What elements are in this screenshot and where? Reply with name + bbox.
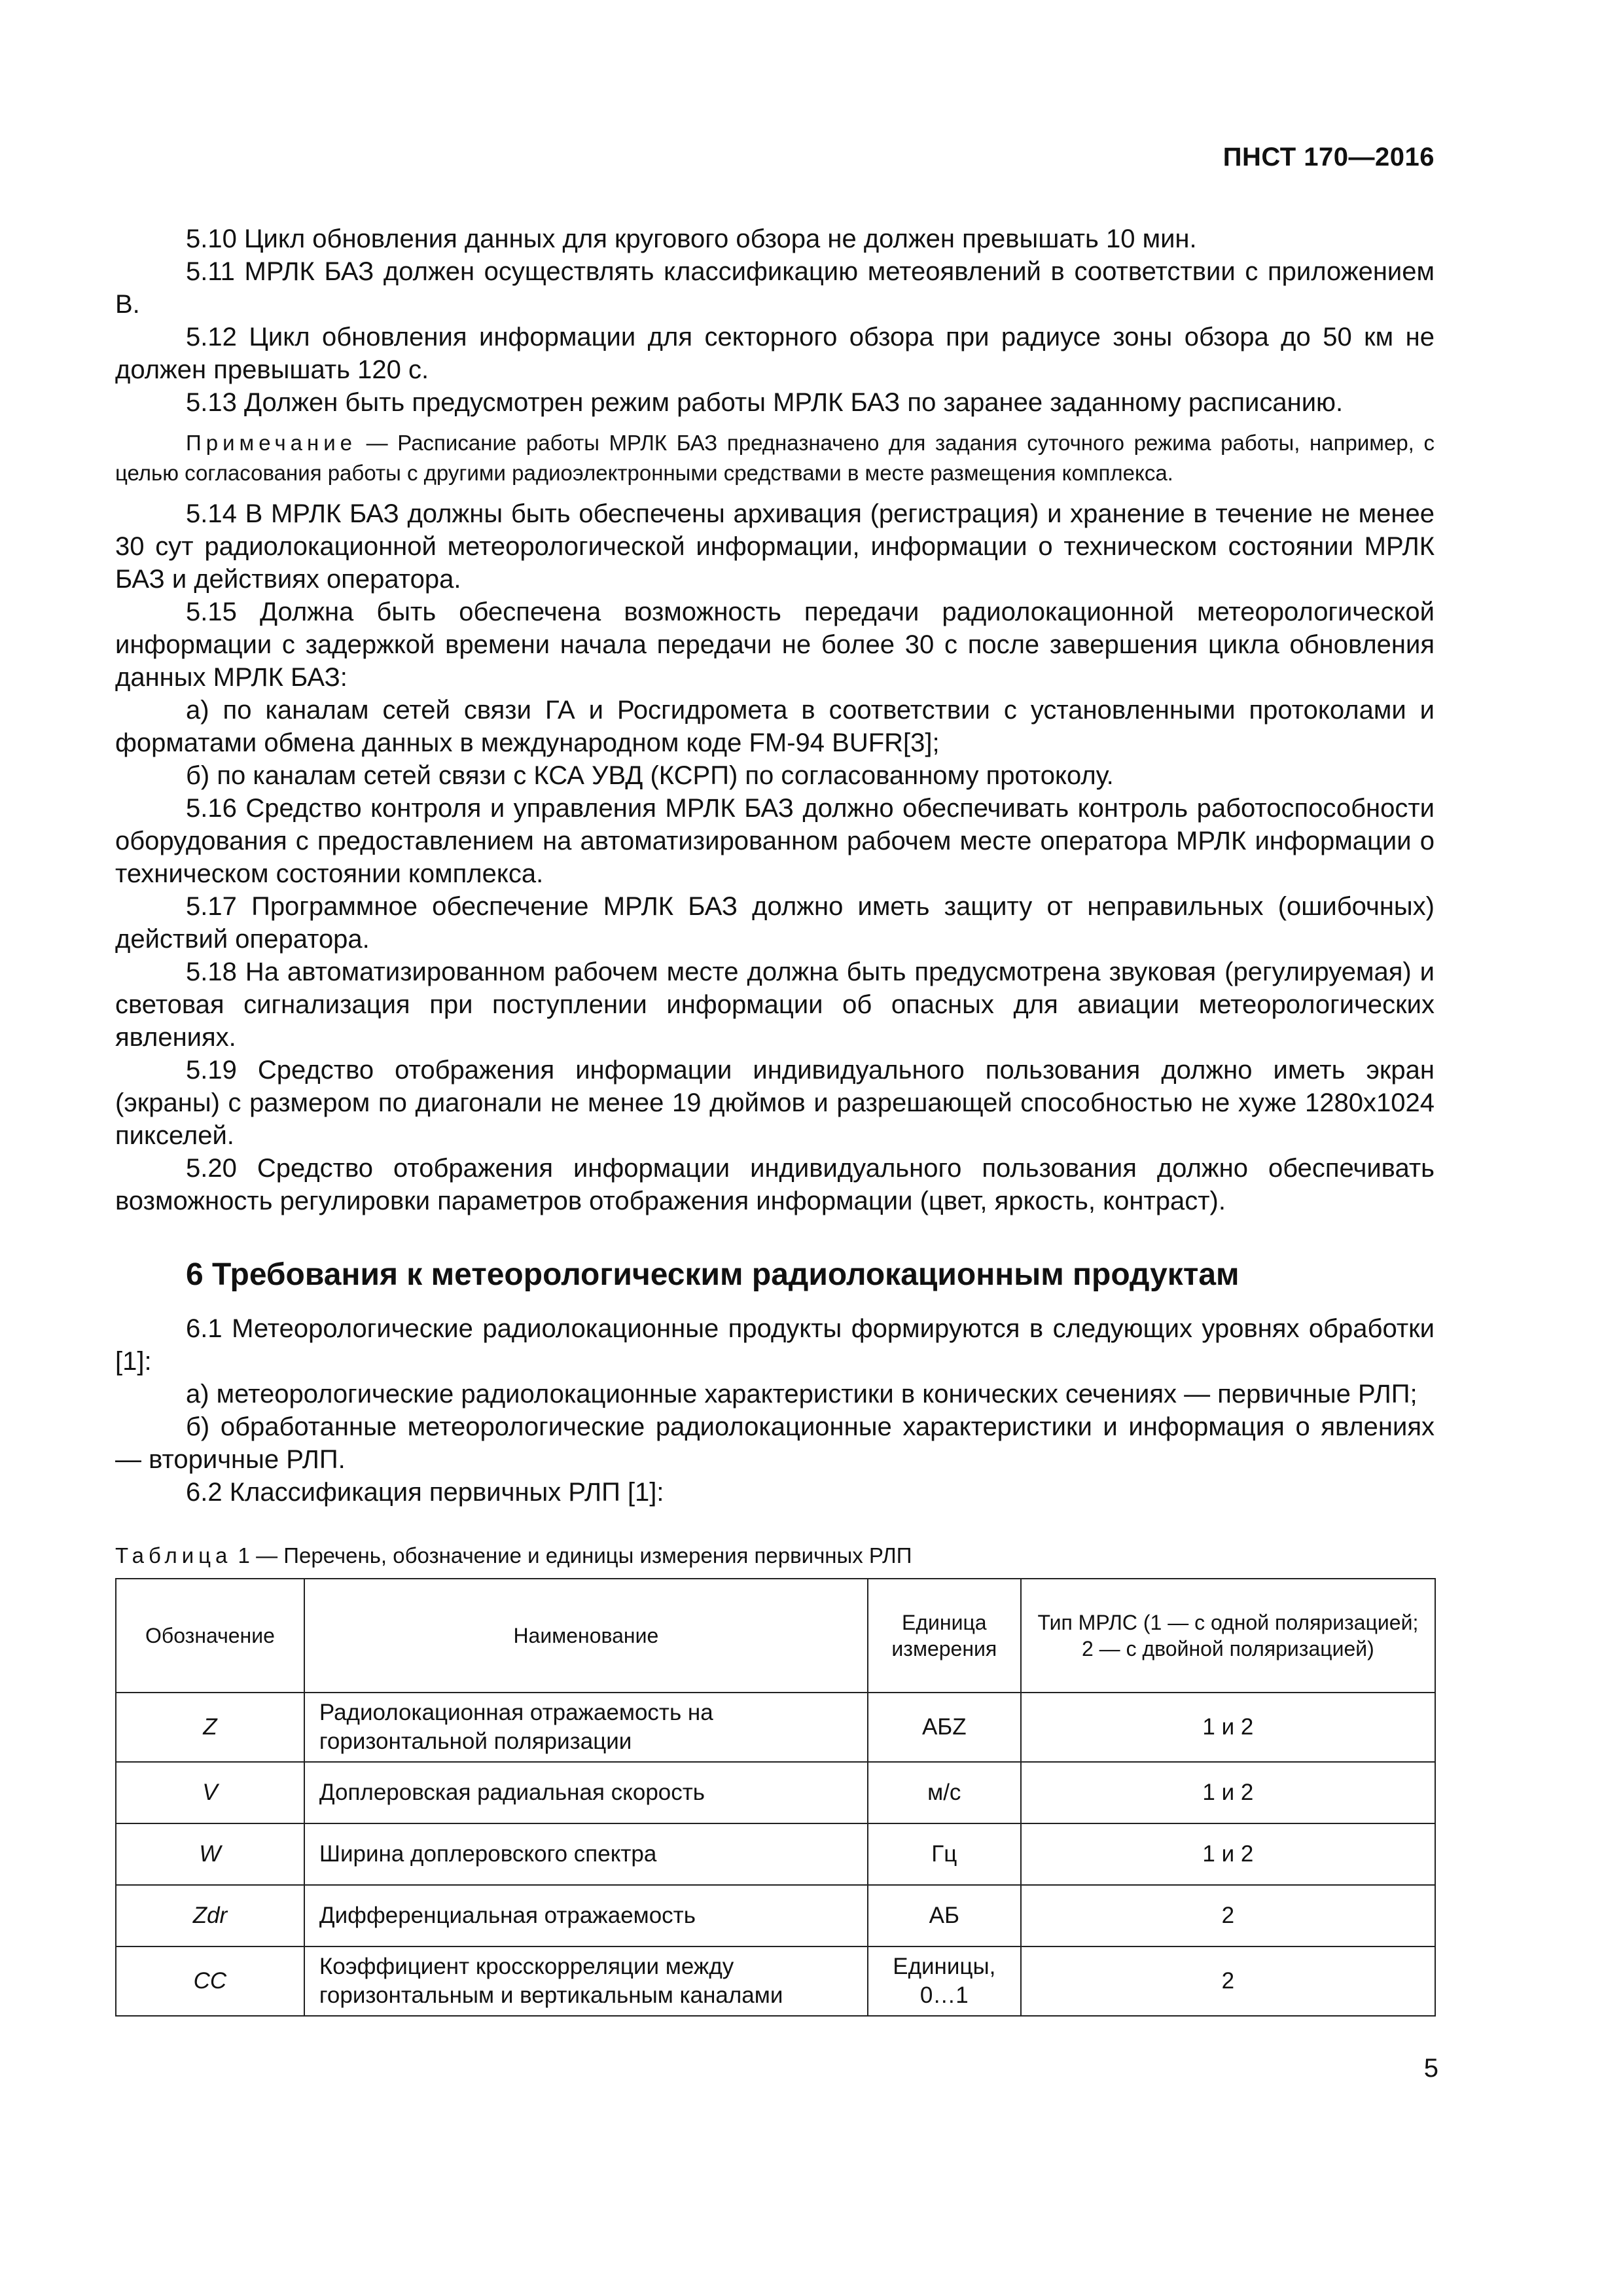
paragraph-5-15-b: б) по каналам сетей связи с КСА УВД (КСРП) по согласованному протоколу. xyxy=(186,761,1114,790)
cell-name: Радиолокационная отражаемость на горизонтальной поляризации xyxy=(304,1693,868,1762)
cell-type: 2 xyxy=(1021,1885,1435,1946)
cell-symbol: Zdr xyxy=(116,1885,304,1946)
table-row xyxy=(116,1946,1435,2016)
cell-unit: АБZ xyxy=(868,1693,1021,1762)
cell-name: Дифференциальная отражаемость xyxy=(304,1885,868,1946)
page-number: 5 xyxy=(1423,2054,1438,2083)
products-table xyxy=(115,1578,1436,2017)
cell-symbol: V xyxy=(116,1762,304,1823)
document-code: ПНСТ 170—2016 xyxy=(1222,143,1435,171)
cell-unit: Единицы, 0…1 xyxy=(868,1946,1021,2016)
table-row xyxy=(116,1823,1435,1885)
section-heading: 6 Требования к метеорологическим радиолокационным продуктам xyxy=(186,1257,1240,1292)
table-caption-text: 1 — Перечень, обозначение и единицы измерения первичных РЛП xyxy=(232,1543,912,1568)
cell-type: 1 и 2 xyxy=(1021,1693,1435,1762)
cell-unit: м/с xyxy=(868,1762,1021,1823)
cell-unit: АБ xyxy=(868,1885,1021,1946)
paragraph-5-13: 5.13 Должен быть предусмотрен режим работы МРЛК БАЗ по заранее заданному расписанию. xyxy=(186,388,1344,417)
header-name: Наименование xyxy=(304,1579,868,1693)
cell-name: Ширина доплеровского спектра xyxy=(304,1823,868,1885)
note xyxy=(115,428,1435,488)
table-row xyxy=(116,1762,1435,1823)
table-caption xyxy=(115,1541,1435,1570)
paragraph-5-16: 5.16 Средство контроля и управления МРЛК БАЗ должно обеспечивать контроль работоспособности оборудования с предоставлением на автоматизированном рабочем месте оператора МРЛК информации о техническом состоянии комплекса. xyxy=(115,794,1435,888)
cell-symbol: Z xyxy=(116,1693,304,1762)
cell-symbol: W xyxy=(116,1823,304,1885)
paragraph-6-1: 6.1 Метеорологические радиолокационные продукты формируются в следующих уровнях обработки [1]: xyxy=(115,1314,1435,1376)
note-label: Примечание xyxy=(186,431,357,455)
cell-name: Доплеровская радиальная скорость xyxy=(304,1762,868,1823)
document-body xyxy=(115,223,1435,2017)
cell-type: 2 xyxy=(1021,1946,1435,2016)
paragraph-5-19: 5.19 Средство отображения информации индивидуального пользования должно иметь экран (экраны) с размером по диагонали не менее 19 дюймов и разрешающей способностью не хуже 1280х1024 пикселей. xyxy=(115,1056,1435,1150)
header-symbol: Обозначение xyxy=(116,1579,304,1693)
paragraph-6-1-a: а) метеорологические радиолокационные характеристики в конических сечениях — первичные РЛП; xyxy=(186,1380,1418,1408)
header-radar-type: Тип МРЛС (1 — с одной поляризацией; 2 — с двойной поляризацией) xyxy=(1021,1579,1435,1693)
paragraph-5-15-a: а) по каналам сетей связи ГА и Росгидромета в соответствии с установленными протоколами и форматами обмена данных в международном коде FM-94 BUFR[3]; xyxy=(115,696,1435,757)
paragraph-6-2: 6.2 Классификация первичных РЛП [1]: xyxy=(186,1478,664,1507)
paragraph-5-20: 5.20 Средство отображения информации индивидуального пользования должно обеспечивать возможность регулировки параметров отображения информации (цвет, яркость, контраст). xyxy=(115,1154,1435,1215)
paragraph-5-15: 5.15 Должна быть обеспечена возможность передачи радиолокационной метеорологической информации с задержкой времени начала передачи не более 30 с после завершения цикла обновления данных МРЛК БАЗ: xyxy=(115,598,1435,692)
paragraph-5-11: 5.11 МРЛК БАЗ должен осуществлять классификацию метеоявлений в соответствии с приложением В. xyxy=(115,257,1435,319)
table-row xyxy=(116,1885,1435,1946)
paragraph-5-12: 5.12 Цикл обновления информации для секторного обзора при радиусе зоны обзора до 50 км не должен превышать 120 с. xyxy=(115,323,1435,384)
table-caption-label: Таблица xyxy=(115,1543,232,1568)
header-unit: Единица измерения xyxy=(868,1579,1021,1693)
paragraph-5-18: 5.18 На автоматизированном рабочем месте должна быть предусмотрена звуковая (регулируемая) и световая сигнализация при поступлении информации об опасных для авиации метеорологических явлениях. xyxy=(115,958,1435,1052)
paragraph-6-1-b: б) обработанные метеорологические радиолокационные характеристики и информация о явлениях — вторичные РЛП. xyxy=(115,1412,1435,1474)
paragraph-5-17: 5.17 Программное обеспечение МРЛК БАЗ должно иметь защиту от неправильных (ошибочных) действий оператора. xyxy=(115,892,1435,954)
paragraph-5-14: 5.14 В МРЛК БАЗ должны быть обеспечены архивация (регистрация) и хранение в течение не менее 30 сут радиолокационной метеорологической информации, информации о техническом состоянии МРЛК БАЗ и действиях оператора. xyxy=(115,499,1435,594)
table-header-row xyxy=(116,1579,1435,1693)
note-text: — Расписание работы МРЛК БАЗ предназначено для задания суточного режима работы, например, с целью согласования работы с другими радиоэлектронными средствами в месте размещения комплекса. xyxy=(115,431,1435,485)
cell-symbol: CC xyxy=(116,1946,304,2016)
table-row xyxy=(116,1693,1435,1762)
cell-type: 1 и 2 xyxy=(1021,1823,1435,1885)
cell-name: Коэффициент кросскорреляции между горизонтальным и вертикальным каналами xyxy=(304,1946,868,2016)
cell-unit: Гц xyxy=(868,1823,1021,1885)
cell-type: 1 и 2 xyxy=(1021,1762,1435,1823)
paragraph-5-10: 5.10 Цикл обновления данных для кругового обзора не должен превышать 10 мин. xyxy=(186,224,1197,253)
